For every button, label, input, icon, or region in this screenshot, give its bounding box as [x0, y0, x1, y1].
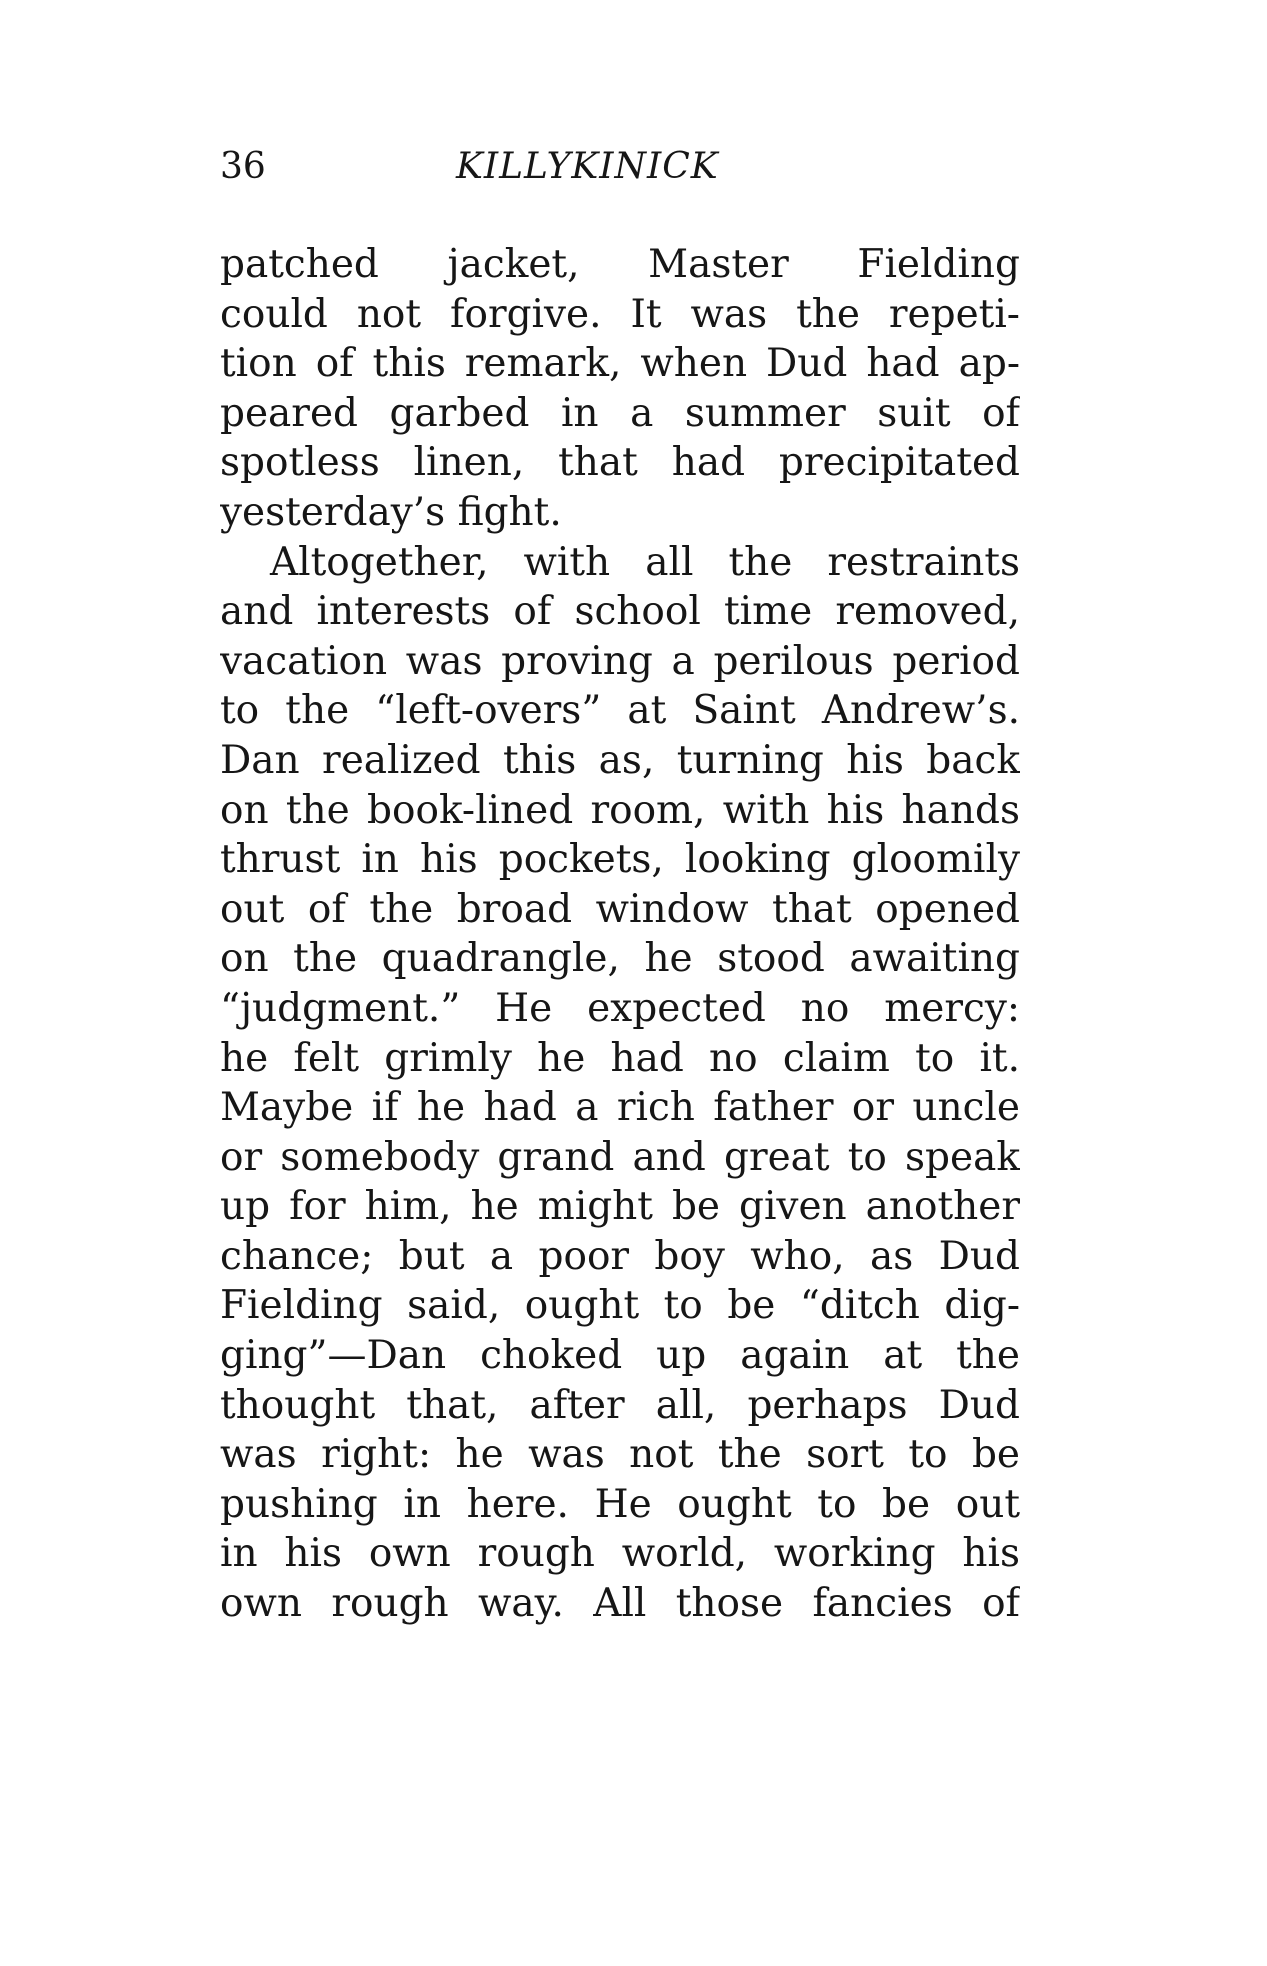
text-line: he felt grimly he had no claim to it. [220, 1035, 1020, 1081]
text-line: and interests of school time removed, [220, 589, 1020, 635]
text-line: spotless linen, that had precipitated [220, 440, 1020, 486]
text-line: thrust in his pockets, looking gloomily [220, 837, 1020, 883]
paragraph-end-line: yesterday’s fight. [220, 489, 562, 535]
text-line: Maybe if he had a rich father or uncle [220, 1085, 1020, 1131]
text-line: out of the broad window that opened [220, 886, 1020, 932]
text-line: to the “left-overs” at Saint Andrew’s. [220, 688, 1020, 734]
text-line: or somebody grand and great to speak [220, 1134, 1020, 1180]
text-line: Dan realized this as, turning his back [220, 737, 1020, 783]
text-line: ging”—Dan choked up again at the [220, 1333, 1020, 1379]
text-line: thought that, after all, perhaps Dud [220, 1382, 1020, 1428]
text-line: own rough way. All those fancies of [220, 1581, 1020, 1627]
text-line: vacation was proving a perilous period [220, 638, 1020, 684]
text-line: was right: he was not the sort to be [220, 1432, 1020, 1478]
text-line: in his own rough world, working his [220, 1531, 1020, 1577]
text-line: pushing in here. He ought to be out [220, 1481, 1020, 1527]
page-number: 36 [220, 146, 266, 187]
text-line: peared garbed in a summer suit of [220, 390, 1020, 436]
paragraph-start-line: Altogether, with all the restraints [270, 539, 1020, 585]
text-line: on the quadrangle, he stood awaiting [220, 936, 1020, 982]
text-line: Fielding said, ought to be “ditch dig- [220, 1283, 1020, 1329]
text-line: chance; but a poor boy who, as Dud [220, 1233, 1020, 1279]
text-line: on the book-lined room, with his hands [220, 787, 1020, 833]
text-line: up for him, he might be given another [220, 1184, 1020, 1230]
text-line: “judgment.” He expected no mercy: [220, 985, 1020, 1031]
body-text [220, 240, 1020, 1629]
page-header [220, 142, 1040, 192]
text-line: patched jacket, Master Fielding [220, 242, 1020, 287]
running-title: KILLYKINICK [456, 146, 719, 187]
text-line: tion of this remark, when Dud had ap- [220, 341, 1020, 387]
text-line: could not forgive. It was the repeti- [220, 291, 1020, 337]
